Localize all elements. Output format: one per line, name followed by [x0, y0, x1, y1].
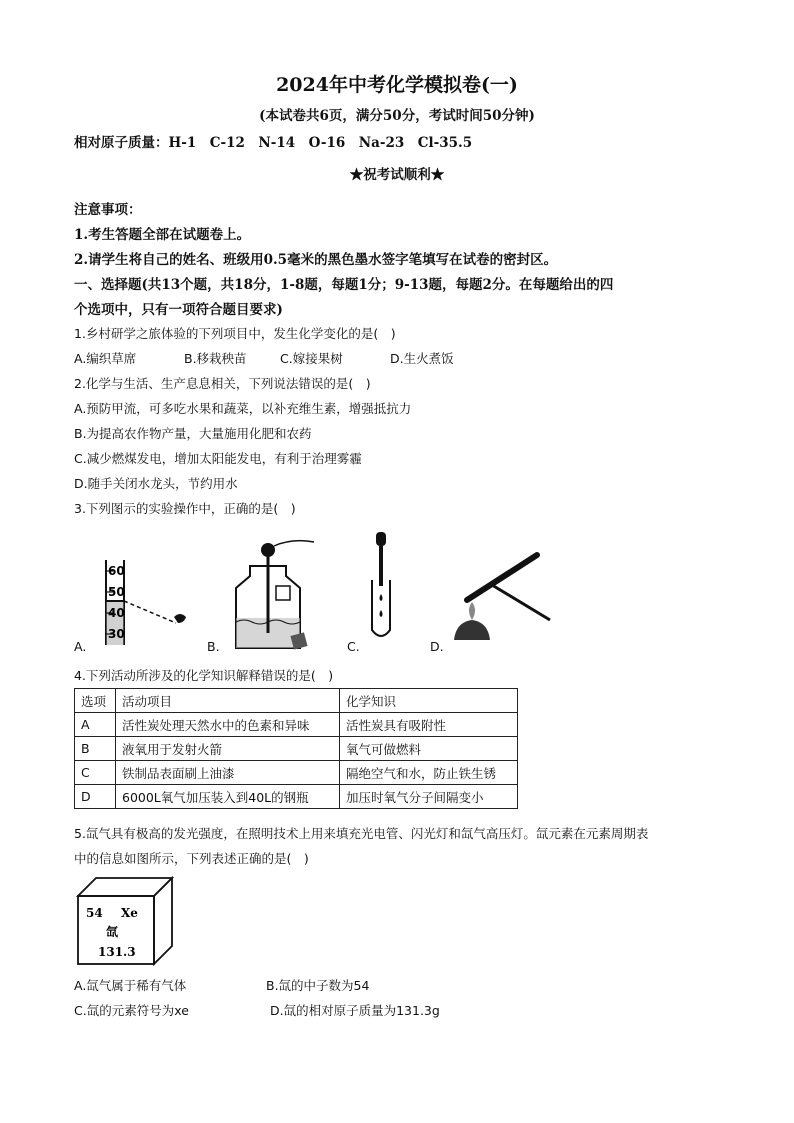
question-5-stem-line2: 中的信息如图所示，下列表述正确的是( )	[74, 851, 309, 866]
test-tube	[372, 580, 390, 636]
notice-item-1: 1.考生答题全部在试题卷上。	[74, 227, 251, 243]
table-cell: 活性炭处理天然水中的色素和异味	[116, 713, 340, 737]
dropper-bulb	[376, 532, 386, 546]
table-row	[75, 761, 518, 785]
section-heading-line2: 个选项中，只有一项符合题目要求)	[74, 302, 283, 318]
table-row	[75, 713, 518, 737]
q2-option-d: D.随手关闭水龙头，节约用水	[74, 476, 238, 491]
question-1-stem: 1.乡村研学之旅体验的下列项目中，发生化学变化的是( )	[74, 326, 396, 341]
table-cell: B	[75, 737, 116, 761]
sight-line	[124, 601, 176, 623]
q2-option-c: C.减少燃煤发电，增加太阳能发电，有利于治理雾霾	[74, 451, 362, 466]
question-2-stem: 2.化学与生活、生产息息相关，下列说法错误的是( )	[74, 376, 371, 391]
table-cell: 氧气可做燃料	[340, 737, 518, 761]
atomic-number: 54	[86, 906, 103, 920]
hand-outline	[274, 541, 314, 546]
bottle-stopper-inner	[276, 586, 290, 600]
notice-heading: 注意事项：	[74, 202, 142, 218]
q5-option-a: A.氙气属于稀有气体	[74, 978, 187, 993]
atomic-masses: 相对原子质量：H-1 C-12 N-14 O-16 Na-23 Cl-35.5	[74, 135, 473, 151]
figure-b-bottle-dropper	[228, 538, 323, 653]
flame	[469, 602, 475, 620]
table-cell: 液氧用于发射火箭	[116, 737, 340, 761]
table-cell: C	[75, 761, 116, 785]
liquid-drop	[380, 594, 383, 601]
q2-option-a: A.预防甲流，可多吃水果和蔬菜，以补充维生素，增强抵抗力	[74, 401, 412, 416]
figure-d-heating-test-tube	[452, 545, 562, 645]
table-row	[75, 737, 518, 761]
table-header-cell: 活动项目	[116, 689, 340, 713]
table-cell: D	[75, 785, 116, 809]
question-4-stem: 4.下列活动所涉及的化学知识解释错误的是( )	[74, 668, 334, 683]
test-tube	[467, 555, 537, 600]
table-cell: A	[75, 713, 116, 737]
card-side-face	[154, 878, 172, 964]
element-name: 氙	[106, 925, 119, 939]
dropper-tube	[379, 546, 383, 586]
table-cell: 加压时氧气分子间隔变小	[340, 785, 518, 809]
notice-item-2: 2.请学生将自己的姓名、班级用0.5毫米的黑色墨水签字笔填写在试卷的密封区。	[74, 252, 558, 268]
q1-option-b: B.移栽秧苗	[184, 351, 247, 366]
q1-option-d: D.生火煮饭	[390, 351, 454, 366]
q3-option-b-label: B.	[207, 639, 220, 654]
element-card-xenon	[76, 876, 176, 966]
exam-subtitle: (本试卷共6页，满分50分，考试时间50分钟)	[259, 108, 535, 124]
question-3-stem: 3.下列图示的实验操作中，正确的是( )	[74, 501, 296, 516]
tick-label-50: 50	[108, 585, 125, 599]
table-cell: 活性炭具有吸附性	[340, 713, 518, 737]
table-cell: 隔绝空气和水，防止铁生锈	[340, 761, 518, 785]
atomic-mass: 131.3	[98, 945, 136, 959]
q3-option-a-label: A.	[74, 639, 87, 654]
figure-c-test-tube-dropper	[368, 530, 408, 645]
table-header-cell: 选项	[75, 689, 116, 713]
tick-label-40: 40	[108, 606, 125, 620]
q5-option-c: C.氙的元素符号为xe	[74, 1003, 189, 1018]
eye-icon	[174, 614, 186, 623]
q3-option-d-label: D.	[430, 639, 444, 654]
liquid-drop	[380, 610, 383, 617]
q4-table	[74, 688, 518, 809]
table-header-cell: 化学知识	[340, 689, 518, 713]
q2-option-b: B.为提高农作物产量，大量施用化肥和农药	[74, 426, 312, 441]
good-luck-note: ★祝考试顺利★	[349, 167, 445, 183]
alcohol-lamp	[454, 620, 490, 640]
question-5-stem-line1: 5.氙气具有极高的发光强度，在照明技术上用来填充光电管、闪光灯和氙气高压灯。氙元素在元素周期表	[74, 826, 649, 841]
figure-a-cylinder-reading	[96, 555, 196, 650]
q1-option-a: A.编织草席	[74, 351, 137, 366]
table-row	[75, 785, 518, 809]
table-cell: 6000L氧气加压装入到40L的钢瓶	[116, 785, 340, 809]
table-cell: 铁制品表面刷上油漆	[116, 761, 340, 785]
tick-label-60: 60	[108, 564, 125, 578]
tube-holder	[492, 585, 550, 620]
dropper-bulb	[261, 543, 275, 557]
table-header-row	[75, 689, 518, 713]
q5-option-b: B.氙的中子数为54	[266, 978, 370, 993]
element-symbol: Xe	[121, 906, 138, 920]
q5-option-d: D.氙的相对原子质量为131.3g	[270, 1003, 440, 1018]
q3-option-c-label: C.	[347, 639, 360, 654]
q1-option-c: C.嫁接果树	[280, 351, 343, 366]
section-heading-line1: 一、选择题(共13个题，共18分，1-8题，每题1分；9-13题，每题2分。在每题给出的四	[74, 277, 614, 293]
exam-title: 2024年中考化学模拟卷(一)	[276, 74, 518, 96]
tick-label-30: 30	[108, 627, 125, 641]
